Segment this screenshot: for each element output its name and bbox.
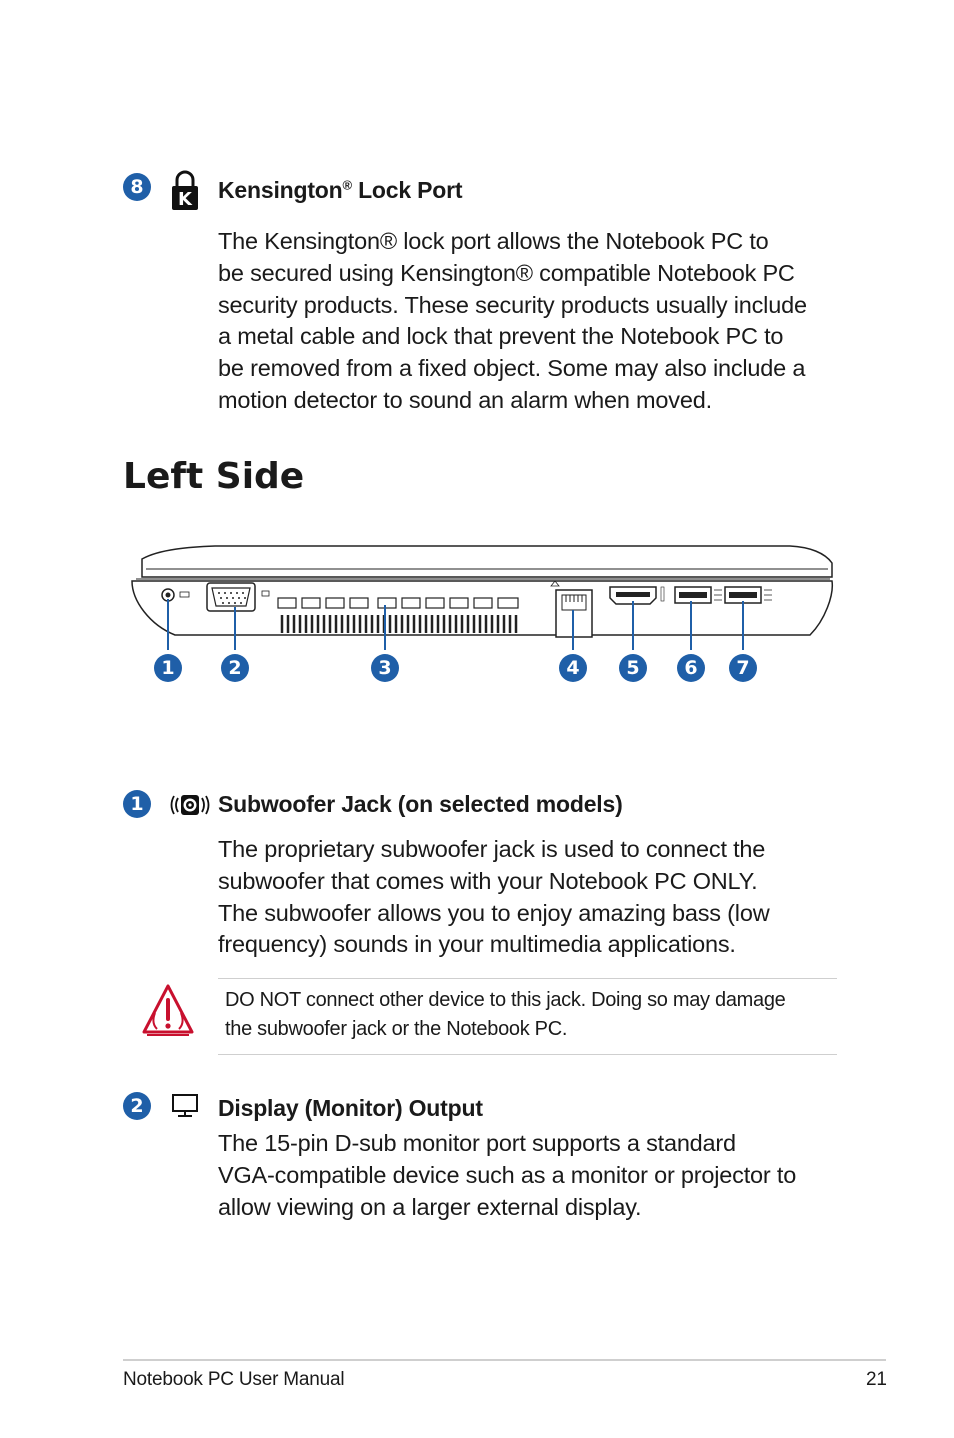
subwoofer-icon	[168, 792, 212, 818]
callout-badge-2: 2	[123, 1092, 151, 1120]
warning-icon	[141, 983, 195, 1041]
subwoofer-heading: Subwoofer Jack (on selected models)	[218, 791, 623, 817]
page-number: 21	[866, 1369, 887, 1390]
monitor-icon	[171, 1093, 199, 1119]
warning-text: DO NOT connect other device to this jack. Doing so may damage the subwoofer jack or the Notebook PC.	[225, 989, 786, 1040]
callout-1: 1	[154, 654, 182, 682]
subwoofer-description: The proprietary subwoofer jack is used to connect the subwoofer that comes with your Notebook PC ONLY. The subwoofer allows you to enjoy amazing bass (low frequency) sounds in your multimedia applications.	[218, 836, 770, 958]
footer-manual-title: Notebook PC User Manual	[123, 1369, 345, 1390]
callout-badge-8: 8	[123, 173, 151, 201]
kensington-lock-icon	[170, 169, 200, 211]
callout-5: 5	[619, 654, 647, 682]
section-title: Left Side	[123, 456, 305, 497]
display-heading: Display (Monitor) Output	[218, 1095, 483, 1121]
left-side-diagram	[120, 535, 840, 650]
callout-6: 6	[677, 654, 705, 682]
footer-rule	[123, 1359, 886, 1361]
kensington-heading: Kensington® Lock Port	[218, 177, 463, 203]
callout-3: 3	[371, 654, 399, 682]
callout-badge-1: 1	[123, 790, 151, 818]
svg-text:K: K	[178, 189, 192, 210]
kensington-description: The Kensington® lock port allows the Notebook PC to be secured using Kensington® compatible Notebook PC security products. These security products usually include a metal cable and lock that prevent the Notebook PC to be removed from a fixed object. Some may also include a motion detector to sound an alarm when moved.	[218, 228, 807, 413]
callout-2: 2	[221, 654, 249, 682]
callout-7: 7	[729, 654, 757, 682]
callout-4: 4	[559, 654, 587, 682]
display-description: The 15-pin D-sub monitor port supports a standard VGA-compatible device such as a monitor or projector to allow viewing on a larger external display.	[218, 1130, 797, 1220]
